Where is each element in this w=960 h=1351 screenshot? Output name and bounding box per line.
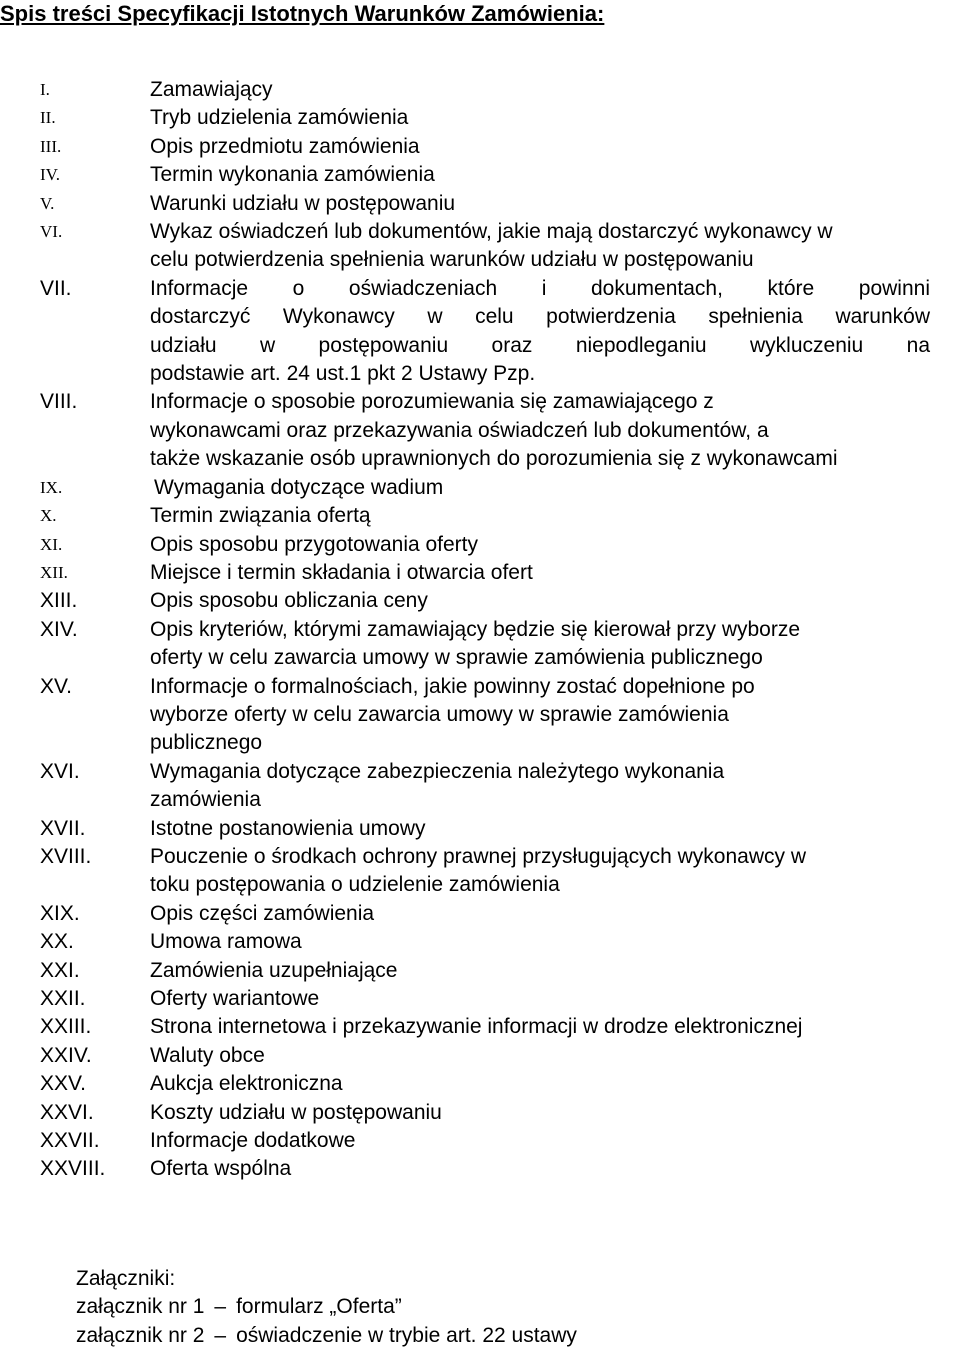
toc-entry-text — [150, 587, 930, 615]
toc-entry — [0, 985, 960, 1013]
toc-entry-line: zamówienia — [150, 788, 261, 812]
toc-entry-number: XV. — [40, 674, 72, 698]
toc-entry — [0, 843, 960, 900]
toc-entry-line: Warunki udziału w postępowaniu — [150, 191, 456, 215]
toc-entry-line: udziału w postępowaniu oraz niepodleganiu wykluczeniu na — [150, 333, 930, 357]
toc-entry-number: III. — [40, 136, 62, 156]
toc-entry-number: XVIII. — [40, 844, 92, 868]
attachment-label: załącznik nr 1 — [76, 1295, 205, 1319]
toc-entry-line: Wymagania dotyczące zabezpieczenia należytego wykonania — [150, 759, 725, 783]
toc-entry-number: XIII. — [40, 589, 78, 613]
attachment-text: oświadczenie w trybie art. 22 ustawy — [236, 1323, 577, 1347]
toc-entry-number: VIII. — [40, 390, 78, 414]
toc-entry-line: Aukcja elektroniczna — [150, 1072, 343, 1096]
toc-entry-number: II. — [40, 108, 56, 128]
toc-entry-text — [150, 843, 930, 900]
toc-entry-line: Istotne postanowienia umowy — [150, 816, 426, 840]
toc-entry-number: XXV. — [40, 1072, 86, 1096]
toc-entry-number: XXIII. — [40, 1015, 92, 1039]
attachment-item — [76, 1293, 577, 1321]
toc-entry — [0, 616, 960, 673]
toc-entry-number: VI. — [40, 222, 63, 242]
toc-entry-line: Zamawiający — [150, 78, 273, 101]
toc-entry-text — [150, 758, 930, 815]
toc-entry-line: Strona internetowa i przekazywanie informacji w drodze elektronicznej — [150, 1015, 803, 1039]
toc-entry-number: XVII. — [40, 816, 86, 840]
toc-entry-text — [150, 76, 930, 104]
toc-entry-number: V. — [40, 193, 55, 213]
toc-entry — [0, 388, 960, 473]
toc-entry-number: XII. — [40, 562, 68, 582]
toc-entry-text — [150, 1099, 930, 1127]
toc-entry-text — [150, 1127, 930, 1155]
toc-entry-line: Wykaz oświadczeń lub dokumentów, jakie mają dostarczyć wykonawcy w — [150, 220, 833, 244]
toc-entry-text — [150, 957, 930, 985]
toc-entry-line: Zamówienia uzupełniające — [150, 958, 398, 982]
toc-entry-line: celu potwierdzenia spełnienia warunków udziału w postępowaniu — [150, 248, 754, 272]
toc-entry-line: publicznego — [150, 731, 263, 755]
attachments-heading: Załączniki: — [76, 1267, 176, 1290]
document-title: Spis treści Specyfikacji Istotnych Warunków Zamówienia: — [0, 1, 605, 26]
toc-entry-line: dostarczyć Wykonawcy w celu potwierdzenia spełnienia warunków — [150, 305, 930, 329]
toc-entry-number: IV. — [40, 165, 60, 185]
toc-entry-line: Miejsce i termin składania i otwarcia ofert — [150, 560, 533, 584]
toc-entry-line: Pouczenie o środkach ochrony prawnej przysługujących wykonawcy w — [150, 844, 806, 868]
toc-entry — [0, 900, 960, 928]
toc-entry-line: Opis przedmiotu zamówienia — [150, 134, 420, 158]
toc-entry-text — [150, 275, 930, 389]
toc-entry-number: XIX. — [40, 901, 80, 925]
toc-entry — [0, 1042, 960, 1070]
toc-entry — [0, 673, 960, 758]
toc-entry-text — [150, 673, 930, 758]
attachment-item — [76, 1322, 577, 1350]
toc-entry — [0, 1127, 960, 1155]
toc-entry-line: Oferta wspólna — [150, 1157, 292, 1181]
toc-entry-line: Opis sposobu obliczania ceny — [150, 589, 428, 613]
toc-entry-number: XXIV. — [40, 1043, 92, 1067]
toc-entry-text — [150, 559, 930, 587]
toc-entry — [0, 928, 960, 956]
toc-entry-line: Umowa ramowa — [150, 930, 302, 954]
toc-entry-text — [150, 104, 930, 132]
toc-entry-text — [150, 502, 930, 530]
toc-entry-text — [150, 218, 930, 275]
toc-entry-line: Wymagania dotyczące wadium — [154, 475, 444, 499]
toc-entry-line: Oferty wariantowe — [150, 987, 320, 1010]
toc-entry-text — [150, 928, 930, 956]
toc-entry-text — [150, 531, 930, 559]
toc-entry — [0, 1099, 960, 1127]
toc-entry — [0, 559, 960, 587]
toc-entry-text — [154, 474, 934, 502]
toc-entry — [0, 531, 960, 559]
toc-entry-number: XIV. — [40, 617, 78, 641]
toc-entry-number: XI. — [40, 534, 63, 554]
toc-entry-text — [150, 985, 930, 1013]
toc-entry-number: XX. — [40, 930, 74, 954]
toc-entry-number: X. — [40, 506, 57, 526]
toc-entry-line: Termin związania ofertą — [150, 504, 371, 528]
toc-entry-line: Tryb udzielenia zamówienia — [150, 106, 409, 130]
toc-entry-text — [150, 133, 930, 161]
toc-entry-line: także wskazanie osób uprawnionych do porozumienia się z wykonawcami — [150, 447, 838, 471]
toc-entry-text — [150, 190, 930, 218]
toc-entry-line: toku postępowania o udzielenie zamówienia — [150, 873, 560, 897]
toc-entry — [0, 502, 960, 530]
toc-entry — [0, 76, 960, 104]
toc-entry — [0, 1013, 960, 1041]
toc-entry-text — [150, 1155, 930, 1183]
toc-entry-text — [150, 161, 930, 189]
toc-entry-text — [150, 616, 930, 673]
toc-entry-number: XXVIII. — [40, 1157, 106, 1181]
toc-entry-line: Termin wykonania zamówienia — [150, 163, 435, 187]
toc-entry-line: Informacje o oświadczeniach i dokumentach, które powinni — [150, 276, 930, 300]
attachment-dash: – — [214, 1323, 227, 1347]
toc-entry-number: IX. — [40, 477, 63, 497]
toc-entry-text — [150, 815, 930, 843]
toc-entry — [0, 133, 960, 161]
toc-entry-line: wyborze oferty w celu zawarcia umowy w sprawie zamówienia — [150, 702, 729, 726]
toc-entry — [0, 275, 960, 389]
toc-entry-text — [150, 1070, 930, 1098]
toc-entry — [0, 957, 960, 985]
attachments-section — [76, 1265, 577, 1350]
toc-entry — [0, 1070, 960, 1098]
toc-entry-number: XXI. — [40, 958, 80, 982]
toc-entry-number: XXII. — [40, 987, 86, 1010]
toc-entry — [0, 815, 960, 843]
toc-entry-number: XXVII. — [40, 1129, 100, 1153]
toc-entry-line: Opis sposobu przygotowania oferty — [150, 532, 479, 556]
toc-entry — [0, 104, 960, 132]
attachment-dash: – — [214, 1295, 227, 1319]
toc-entry-number: I. — [40, 80, 50, 99]
toc-entry-text — [150, 388, 930, 473]
toc-entry-text — [150, 900, 930, 928]
toc-entry — [0, 758, 960, 815]
toc-entry-text — [150, 1042, 930, 1070]
toc-entry-number: XXVI. — [40, 1100, 94, 1124]
toc-entry-line: Opis części zamówienia — [150, 901, 375, 925]
toc-entry-line: wykonawcami oraz przekazywania oświadczeń lub dokumentów, a — [150, 418, 769, 442]
toc-entry — [0, 218, 960, 275]
table-of-contents — [0, 76, 960, 1184]
toc-entry-number: XVI. — [40, 759, 80, 783]
attachment-label: załącznik nr 2 — [76, 1323, 205, 1347]
attachment-text: formularz „Oferta” — [236, 1295, 402, 1319]
toc-entry-line: Informacje o formalnościach, jakie powinny zostać dopełnione po — [150, 674, 755, 698]
toc-entry — [0, 587, 960, 615]
toc-entry — [0, 161, 960, 189]
toc-entry-line: Informacje o sposobie porozumiewania się zamawiającego z — [150, 390, 714, 414]
toc-entry-number: VII. — [40, 276, 72, 300]
toc-entry-line: podstawie art. 24 ust.1 pkt 2 Ustawy Pzp. — [150, 362, 536, 386]
toc-entry-line: Informacje dodatkowe — [150, 1129, 356, 1153]
toc-entry — [0, 474, 960, 502]
toc-entry-line: oferty w celu zawarcia umowy w sprawie zamówienia publicznego — [150, 646, 763, 670]
toc-entry-line: Waluty obce — [150, 1043, 265, 1067]
toc-entry-line: Opis kryteriów, którymi zamawiający będzie się kierował przy wyborze — [150, 617, 801, 641]
toc-entry — [0, 190, 960, 218]
toc-entry-line: Koszty udziału w postępowaniu — [150, 1100, 442, 1124]
toc-entry — [0, 1155, 960, 1183]
toc-entry-text — [150, 1013, 930, 1041]
